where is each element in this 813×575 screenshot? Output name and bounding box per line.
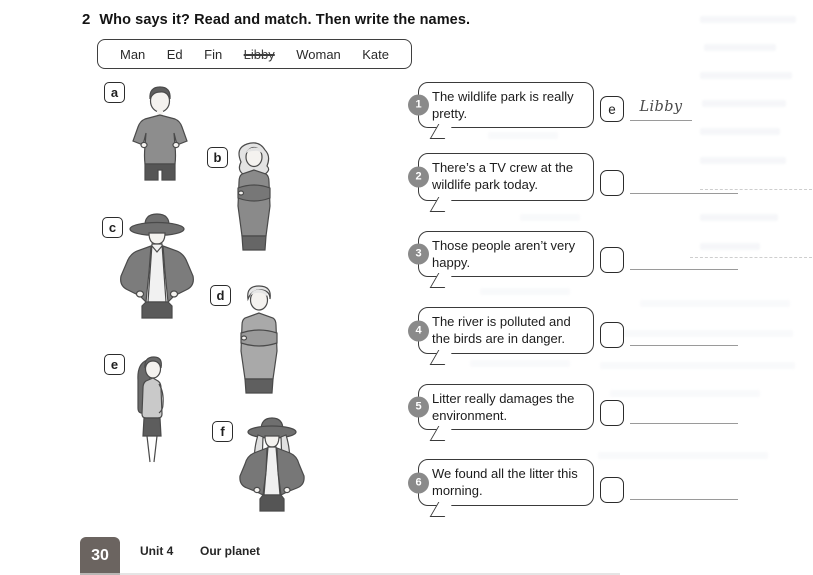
ghost-line: [598, 452, 768, 459]
character-label-e: e: [104, 354, 125, 375]
answer-name-1[interactable]: Libby: [639, 99, 683, 115]
bubble-text: The river is polluted and the birds are in danger.: [432, 314, 571, 347]
bubble-number-badge: 1: [408, 95, 429, 116]
page-number-tab: 30: [80, 537, 120, 575]
bubble-tail: [430, 502, 454, 517]
ghost-line: [640, 300, 790, 307]
bubble-number-badge: 3: [408, 244, 429, 265]
footer-unit-title: Our planet: [200, 544, 261, 558]
bubble-number-badge: 5: [408, 397, 429, 418]
answer-name-line-4[interactable]: [630, 345, 738, 346]
ghost-line: [615, 330, 793, 337]
exercise-title: Who says it? Read and match. Then write the names.: [99, 12, 471, 28]
ghost-line: [520, 214, 580, 221]
character-label-a: a: [104, 82, 125, 103]
ghost-rule: [700, 189, 812, 190]
speech-bubble-4: [415, 307, 594, 354]
character-illustration-f: [226, 417, 318, 522]
answer-name-line-5[interactable]: [630, 423, 738, 424]
bubble-tail: [430, 350, 454, 365]
character-label-f: f: [212, 421, 233, 442]
character-illustration-b: [225, 140, 283, 252]
ghost-line: [700, 72, 792, 79]
character-illustration-d: [226, 283, 292, 395]
answer-letter-box-5[interactable]: [600, 400, 624, 426]
speech-bubble-2: [415, 153, 594, 201]
bubble-text: Those people aren’t very happy.: [432, 238, 576, 271]
ghost-line: [470, 360, 570, 367]
word-bank-item: Man: [120, 46, 146, 62]
ghost-line: [704, 44, 776, 51]
ghost-rule: [690, 257, 812, 258]
bubble-text: We found all the litter this morning.: [432, 466, 578, 499]
speech-bubble-1: [415, 82, 594, 128]
ghost-line: [700, 157, 786, 164]
answer-letter-box-1[interactable]: e: [600, 96, 624, 122]
speech-bubble-6: [415, 459, 594, 506]
character-label-c: c: [102, 217, 123, 238]
bubble-text: Litter really damages the environment.: [432, 391, 575, 424]
character-label-d: d: [210, 285, 231, 306]
ghost-line: [700, 243, 760, 250]
speech-bubble-3: [415, 231, 594, 277]
word-bank-item: Ed: [166, 46, 183, 62]
answer-letter-box-6[interactable]: [600, 477, 624, 503]
word-bank-item: Kate: [362, 46, 389, 62]
ghost-line: [700, 214, 778, 221]
ghost-line: [480, 288, 570, 295]
bubble-number-badge: 4: [408, 320, 429, 341]
ghost-line: [702, 100, 786, 107]
exercise-number: 2: [82, 11, 91, 28]
speech-bubble-5: [415, 384, 594, 430]
character-illustration-a: [118, 84, 202, 196]
ghost-line: [600, 362, 795, 369]
bubble-text: The wildlife park is really pretty.: [432, 89, 574, 122]
bubble-number-badge: 2: [408, 167, 429, 188]
footer-unit-label: Unit 4: [140, 544, 174, 558]
bubble-tail: [430, 273, 454, 288]
word-bank-item: Fin: [204, 46, 223, 62]
bubble-number-badge: 6: [408, 472, 429, 493]
answer-letter-box-3[interactable]: [600, 247, 624, 273]
character-label-b: b: [207, 147, 228, 168]
answer-name-line-1[interactable]: [630, 120, 692, 121]
character-illustration-e: [120, 352, 186, 466]
ghost-line: [610, 390, 760, 397]
ghost-line: [488, 132, 558, 139]
bubble-tail: [430, 426, 454, 441]
exercise-header: [82, 11, 470, 28]
answer-letter-box-4[interactable]: [600, 322, 624, 348]
answer-name-line-3[interactable]: [630, 269, 738, 270]
bubble-tail: [430, 124, 454, 139]
ghost-line: [700, 16, 796, 23]
answer-name-line-2[interactable]: [630, 193, 738, 194]
word-bank: [97, 39, 412, 69]
bubble-tail: [430, 197, 454, 212]
word-bank-item: Woman: [296, 46, 341, 62]
ghost-line: [700, 128, 780, 135]
bubble-text: There’s a TV crew at the wildlife park today.: [432, 160, 574, 193]
answer-name-line-6[interactable]: [630, 499, 738, 500]
answer-letter-box-2[interactable]: [600, 170, 624, 196]
word-bank-item-crossed: Libby: [243, 46, 275, 62]
